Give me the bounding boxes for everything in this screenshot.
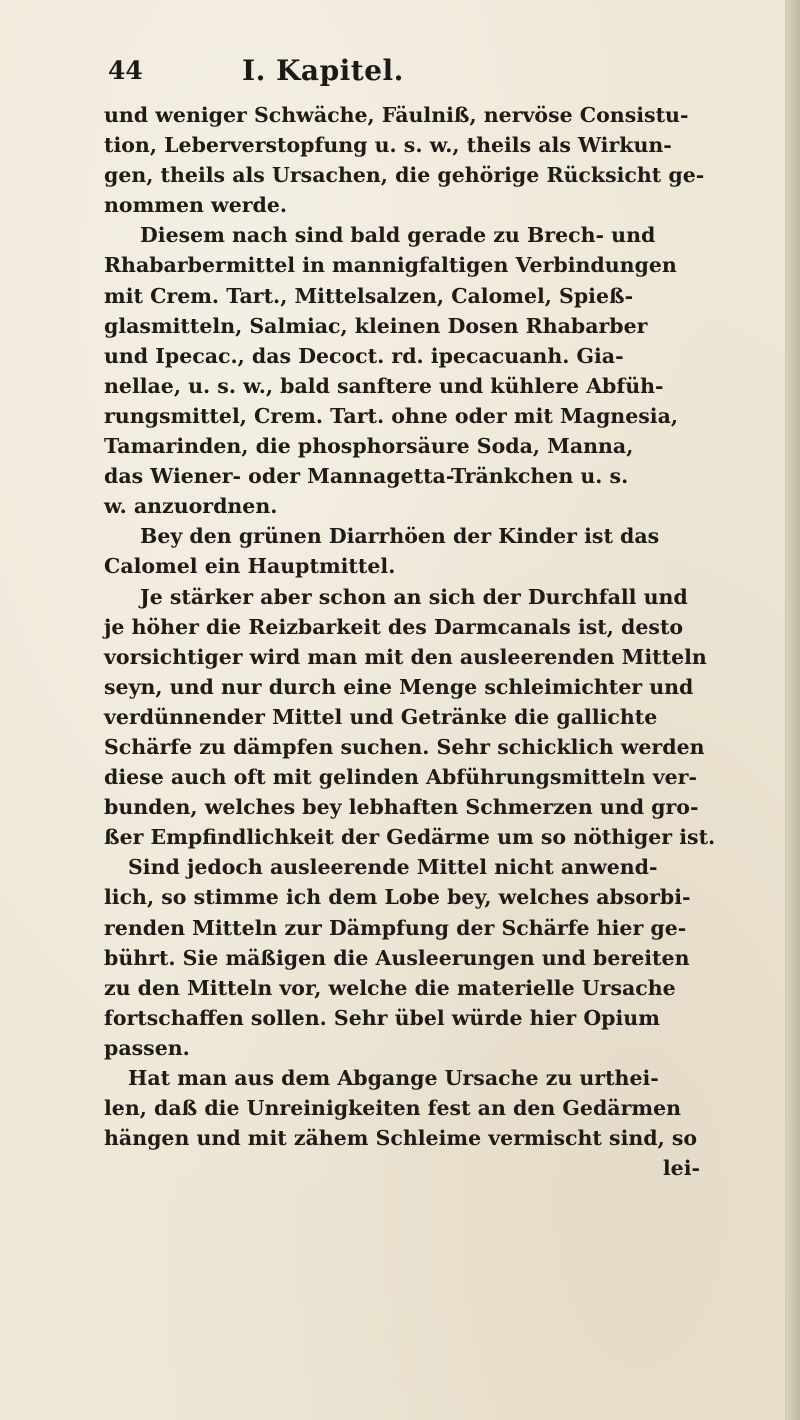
text-line: verdünnender Mittel und Getränke die gallichte <box>104 704 658 729</box>
text-line: hängen und mit zähem Schleime vermischt sind, so <box>104 1126 698 1151</box>
text-line: bührt. Sie mäßigen die Ausleerungen und bereiten <box>104 945 690 970</box>
text-line: seyn, und nur durch eine Menge schleimichter und <box>104 674 694 699</box>
text-line: Je stärker aber schon an sich der Durchfall und <box>140 584 688 609</box>
text-line: Sind jedoch ausleerende Mittel nicht anwend- <box>128 855 658 880</box>
text-line: Rhabarbermittel in mannigfaltigen Verbindungen <box>104 253 677 278</box>
text-line: und weniger Schwäche, Fäulniß, nervöse Consistu- <box>104 103 689 127</box>
page-header <box>108 54 668 94</box>
body-text <box>104 100 716 1183</box>
text-line: rungsmittel, Crem. Tart. ohne oder mit Magnesia, <box>104 403 678 428</box>
text-line: renden Mitteln zur Dämpfung der Schärfe hier ge- <box>104 915 687 940</box>
page-number: 44 <box>108 56 143 85</box>
catchword: lei- <box>662 1156 700 1181</box>
text-line: w. anzuordnen. <box>104 494 278 519</box>
text-line: nommen werde. <box>104 193 288 218</box>
text-line: tion, Leberverstopfung u. s. w., theils als Wirkun- <box>104 133 672 158</box>
text-line: vorsichtiger wird man mit den ausleerenden Mitteln <box>104 644 707 669</box>
text-line: das Wiener- oder Mannagetta-Tränkchen u. s. <box>104 464 629 489</box>
text-line: Calomel ein Hauptmittel. <box>104 554 396 579</box>
text-line: len, daß die Unreinigkeiten fest an den Gedärmen <box>104 1096 682 1121</box>
text-line: Diesem nach sind bald gerade zu Brech- und <box>140 223 656 248</box>
text-line: je höher die Reizbarkeit des Darmcanals ist, desto <box>104 614 684 639</box>
page-edge <box>785 0 800 1420</box>
text-line: diese auch oft mit gelinden Abführungsmitteln ver- <box>104 765 697 790</box>
text-line: nellae, u. s. w., bald sanftere und kühlere Abfüh- <box>104 373 664 398</box>
chapter-title: I. Kapitel. <box>242 54 404 87</box>
text-line: Hat man aus dem Abgange Ursache zu urthei- <box>128 1066 659 1090</box>
text-line: lich, so stimme ich dem Lobe bey, welches absorbi- <box>104 885 691 910</box>
text-line: Schärfe zu dämpfen suchen. Sehr schicklich werden <box>104 734 705 759</box>
text-line: passen. <box>104 1035 190 1060</box>
text-line: glasmitteln, Salmiac, kleinen Dosen Rhabarber <box>104 313 648 338</box>
text-line: bunden, welches bey lebhaften Schmerzen und gro- <box>104 795 699 820</box>
text-line: Tamarinden, die phosphorsäure Soda, Manna, <box>104 434 634 459</box>
text-line: ßer Empfindlichkeit der Gedärme um so nöthiger ist. <box>104 825 716 850</box>
text-line: fortschaffen sollen. Sehr übel würde hier Opium <box>104 1005 660 1030</box>
text-line: und Ipecac., das Decoct. rd. ipecacuanh. Gia- <box>104 343 624 368</box>
text-line: zu den Mitteln vor, welche die materielle Ursache <box>104 975 676 1000</box>
text-line: mit Crem. Tart., Mittelsalzen, Calomel, Spieß- <box>104 283 634 308</box>
text-line: Bey den grünen Diarrhöen der Kinder ist das <box>140 524 660 549</box>
text-line: gen, theils als Ursachen, die gehörige Rücksicht ge- <box>104 163 705 188</box>
